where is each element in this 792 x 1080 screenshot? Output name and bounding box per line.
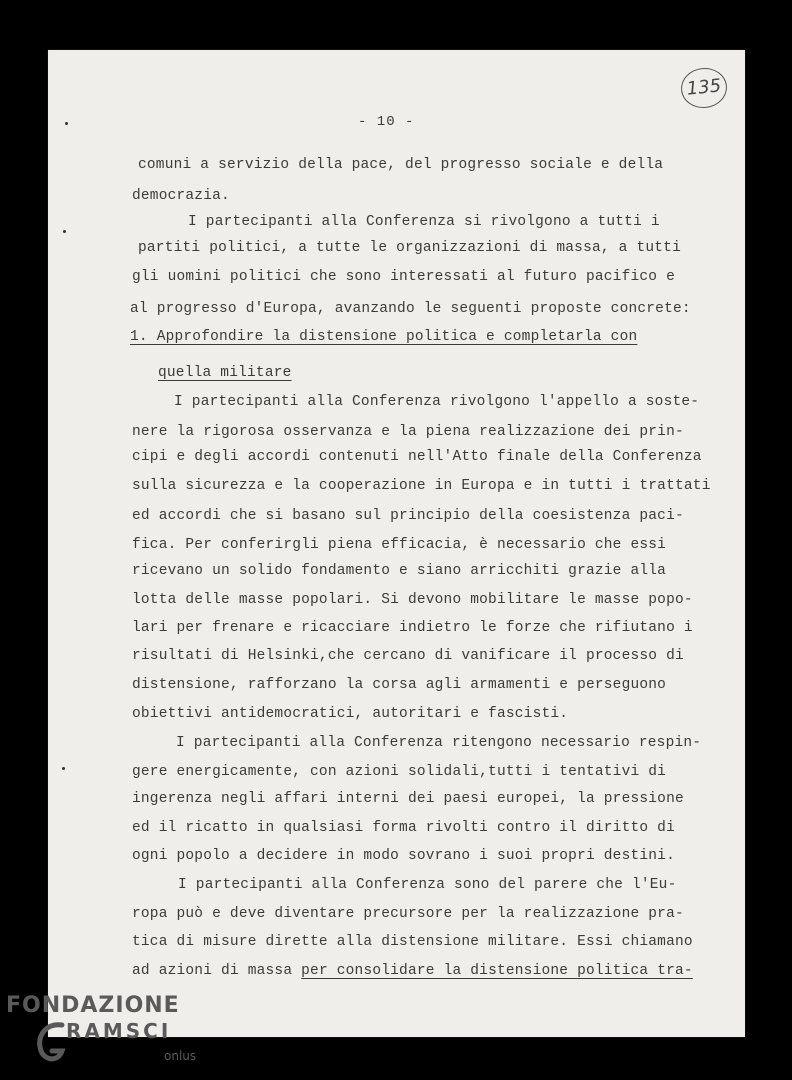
text-line: I partecipanti alla Conferenza sono del parere che l'Eu-: [178, 877, 677, 893]
text-line: democrazia.: [132, 188, 230, 204]
section-heading: quella militare: [158, 365, 292, 381]
margin-dot: [63, 230, 66, 233]
text-line: al progresso d'Europa, avanzando le seguenti proposte concrete:: [130, 301, 691, 317]
text-line: ogni popolo a decidere in modo sovrano i suoi propri destini.: [132, 848, 675, 864]
text-span: ad azioni di massa: [132, 963, 302, 979]
margin-dot: [65, 122, 68, 125]
text-line: ed accordi che si basano sul principio della coesistenza paci-: [132, 508, 684, 524]
section-heading: 1. Approfondire la distensione politica e completarla con: [130, 329, 638, 345]
text-line: comuni a servizio della pace, del progresso sociale e della: [138, 157, 664, 173]
text-line: tica di misure dirette alla distensione militare. Essi chiamano: [132, 934, 693, 950]
text-line: nere la rigorosa osservanza e la piena realizzazione dei prin-: [132, 424, 684, 440]
text-line: distensione, rafforzano la corsa agli armamenti e perseguono: [132, 677, 667, 693]
fondazione-gramsci-watermark: [6, 993, 206, 1073]
text-line: lari per frenare e ricacciare indietro le forze che rifiutano i: [132, 620, 693, 636]
text-line: ricevano un solido fondamento e siano arricchiti grazie alla: [132, 563, 667, 579]
watermark-line1: FONDAZIONE: [6, 993, 180, 1018]
text-line: risultati di Helsinki,che cercano di vanificare il processo di: [132, 648, 684, 664]
folio-number: 135: [679, 66, 729, 111]
text-line: cipi e degli accordi contenuti nell'Atto finale della Conferenza: [132, 449, 702, 465]
text-line: obiettivi antidemocratici, autoritari e fascisti.: [132, 706, 569, 722]
text-line: I partecipanti alla Conferenza rivolgono l'appello a soste-: [174, 394, 700, 410]
page-number: - 10 -: [358, 114, 415, 130]
text-line: [132, 963, 693, 979]
text-line: partiti politici, a tutte le organizzazioni di massa, a tutti: [138, 240, 681, 256]
text-line: lotta delle masse popolari. Si devono mobilitare le masse popo-: [132, 592, 693, 608]
watermark-line2: RAMSCI: [66, 1019, 172, 1043]
text-line: sulla sicurezza e la cooperazione in Europa e in tutti i trattati: [132, 478, 711, 494]
margin-dot: [62, 767, 65, 770]
text-line: fica. Per conferirgli piena efficacia, è necessario che essi: [132, 537, 667, 553]
text-line: gli uomini politici che sono interessati al futuro pacifico e: [132, 269, 675, 285]
text-line: I partecipanti alla Conferenza ritengono necessario respin-: [176, 735, 702, 751]
text-line: ingerenza negli affari interni dei paesi europei, la pressione: [132, 791, 684, 807]
underlined-span: per consolidare la distensione politica tra-: [301, 963, 693, 979]
text-line: ed il ricatto in qualsiasi forma rivolti contro il diritto di: [132, 820, 675, 836]
text-line: gere energicamente, con azioni solidali,tutti i tentativi di: [132, 764, 667, 780]
document-page: [48, 50, 745, 1037]
watermark-line3: onlus: [164, 1049, 197, 1063]
text-line: I partecipanti alla Conferenza si rivolgono a tutti i: [188, 214, 660, 230]
text-line: ropa può e deve diventare precursore per la realizzazione pra-: [132, 906, 684, 922]
g-swirl-icon: [36, 1017, 66, 1067]
